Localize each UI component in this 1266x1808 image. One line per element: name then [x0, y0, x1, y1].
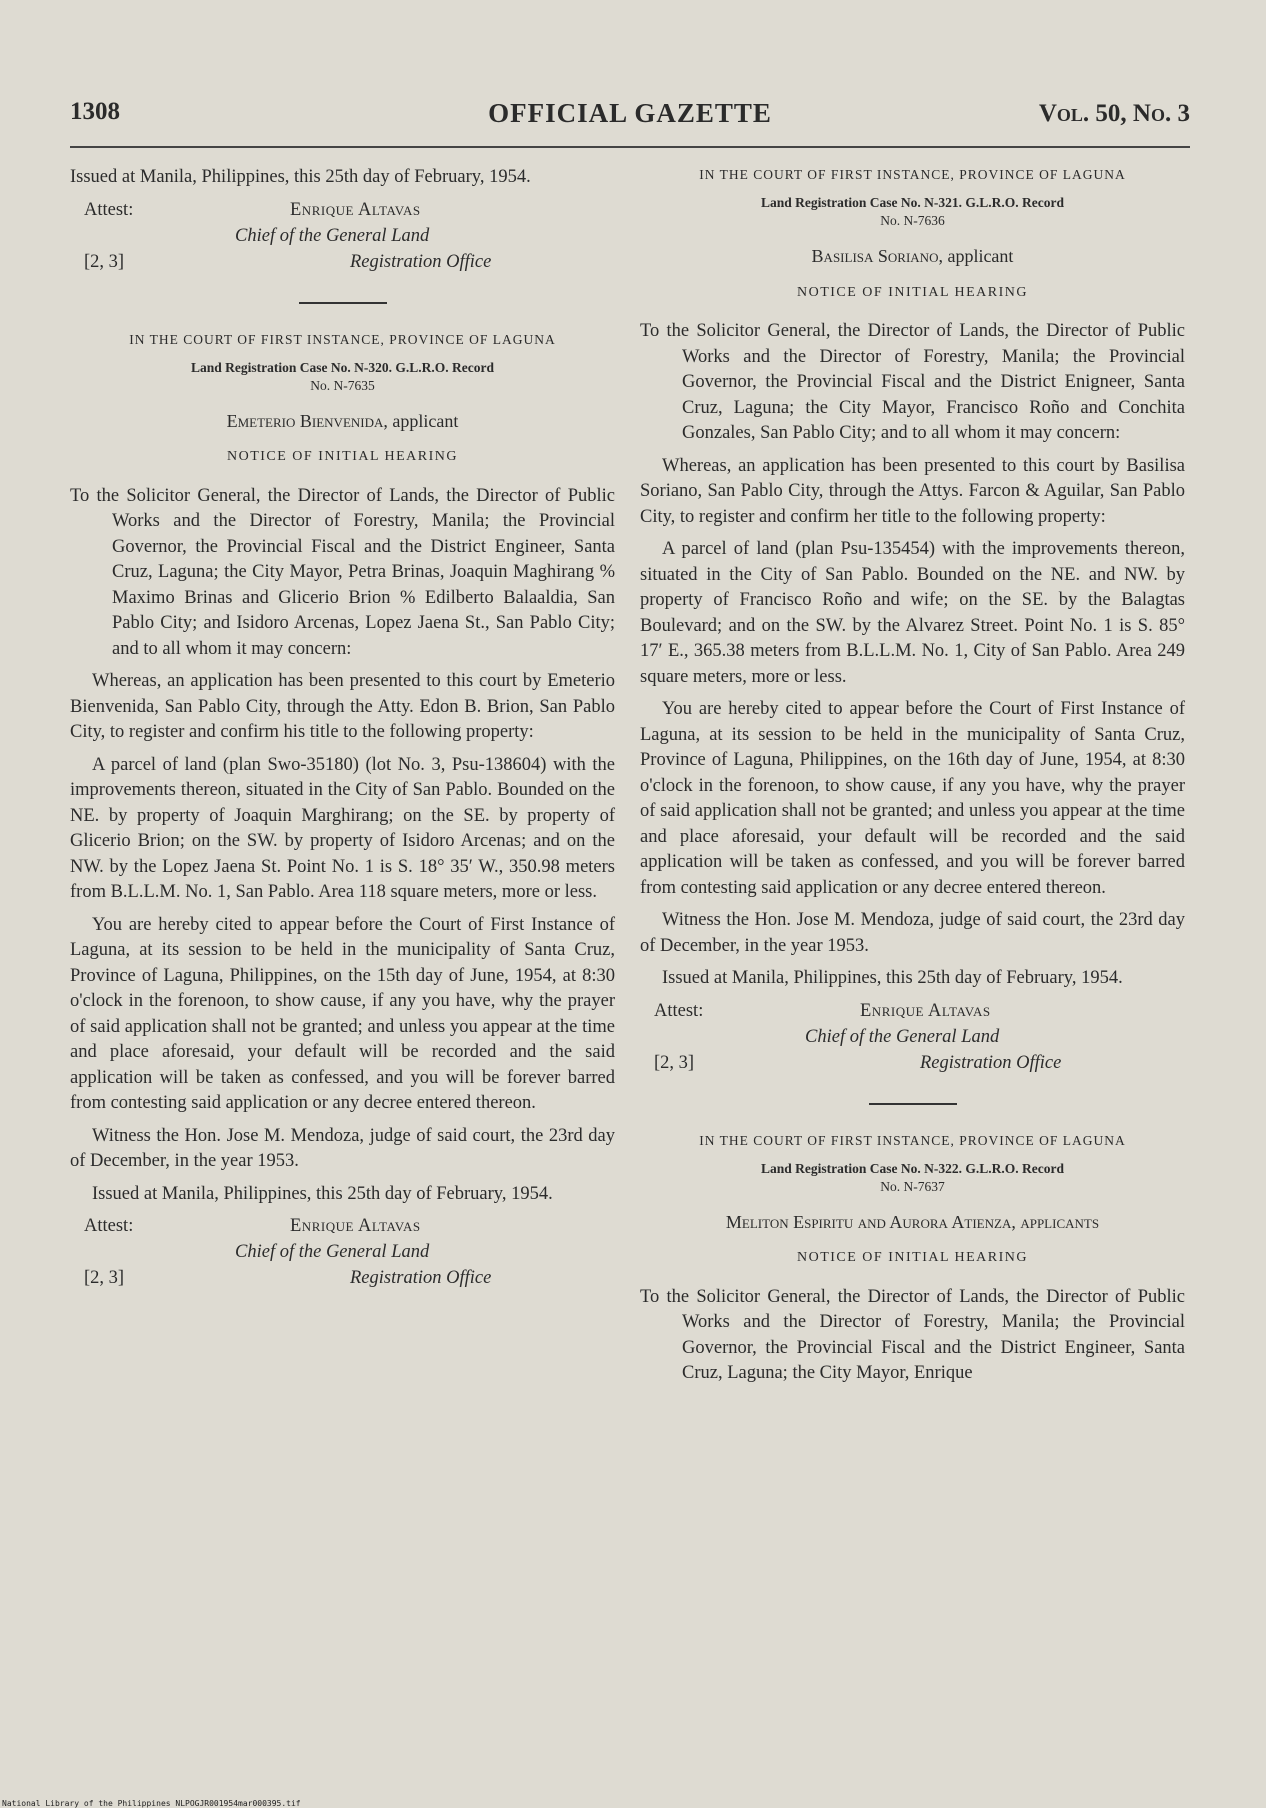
attest-name: Enrique Altavas — [290, 1216, 421, 1236]
publication-title: OFFICIAL GAZETTE — [488, 98, 772, 128]
applicant-suffix: , applicant — [383, 410, 459, 431]
case-number: No. N-7637 — [880, 1178, 945, 1194]
witness-paragraph: Witness the Hon. Jose M. Mendoza, judge of said court, the 23rd day of December, in the year 1953. — [640, 910, 1185, 956]
parcel-paragraph: A parcel of land (plan Swo-35180) (lot No. 3, Psu-138604) with the improvements thereon, situated in the City of San Pablo. Bounded on the NE. by property of Joaquin Marghirang; on the SE. by property of Glicerio Brion; on the SW. by property of Isidoro Arcenas; and on the NW. by the Lopez Jaena St. Point No. 1 is S. 18° 35′ W., 350.98 meters from B.L.L.M. No. 1, San Pablo. Area 118 square meters, more or less. — [70, 754, 615, 902]
case-label: Land Registration Case No. N-322. G.L.R.O. Record — [761, 1160, 1064, 1176]
notice-section — [640, 165, 1185, 1079]
section-divider — [299, 302, 387, 304]
court-heading: IN THE COURT OF FIRST INSTANCE, PROVINCE OF LAGUNA — [699, 167, 1126, 182]
attest-name: Enrique Altavas — [860, 1000, 991, 1021]
attest-label: Attest: — [654, 1000, 704, 1021]
attest-block — [640, 999, 1185, 1079]
case-reference — [640, 1160, 1185, 1196]
notice-heading: NOTICE OF INITIAL HEARING — [796, 1250, 1028, 1265]
notice-section — [640, 1131, 1185, 1387]
applicant-suffix: , applicant — [938, 246, 1014, 266]
attest-block — [70, 198, 615, 278]
attest-ref: [2, 3] — [84, 251, 125, 272]
attest-role: Registration Office — [350, 1268, 492, 1288]
whereas-paragraph: Whereas, an application has been presented to this court by Emeterio Bienvenida, San Pablo City, through the Atty. Edon B. Brion, San Pablo City, to register and confirm his title to the following property: — [70, 671, 615, 742]
page-number: 1308 — [70, 98, 120, 125]
page-header — [70, 98, 1190, 138]
addressees-paragraph: To the Solicitor General, the Director of Lands, the Director of Public Works and the Director of Forestry, Manila; the Provincial Governor, the Provincial Fiscal and the District Engineer, Santa Cruz, Laguna; the City Mayor, Petra Brinas, Joaquin Maghirang % Maximo Brinas and Glicerio Brion % Edilberto Balaaldia, San Pablo City; and Isidoro Arcenas, Lopez Jaena St., San Pablo City; and to all whom it may concern: — [70, 485, 615, 659]
attest-ref: [2, 3] — [84, 1268, 125, 1288]
case-label: Land Registration Case No. N-321. G.L.R.O. Record — [761, 195, 1064, 210]
addressees-paragraph: To the Solicitor General, the Director of Lands, the Director of Public Works and the Director of Forestry, Manila; the Provincial Governor, the Provincial Fiscal and the District Engineer, Santa Cruz, Laguna; the City Mayor, Enrique — [640, 1286, 1185, 1383]
section-divider — [869, 1103, 957, 1105]
notice-heading: NOTICE OF INITIAL HEARING — [796, 284, 1028, 300]
attest-role: Registration Office — [350, 251, 492, 272]
applicant-name: Emeterio Bienvenida — [226, 410, 384, 431]
issued-text: Issued at Manila, Philippines, this 25th day of February, 1954. — [92, 1183, 553, 1204]
scan-footer: National Library of the Philippines NLPOGJR001954mar000395.tif — [2, 1799, 301, 1808]
left-column — [70, 165, 615, 1294]
court-heading: IN THE COURT OF FIRST INSTANCE, PROVINCE OF LAGUNA — [129, 331, 556, 347]
cited-paragraph: You are hereby cited to appear before the Court of First Instance of Laguna, at its session to be held in the municipality of Santa Cruz, Province of Laguna, Philippines, on the 16th day of June, 1954, at 8:30 o'clock in the forenoon, to show cause, if any you have, why the prayer of said application shall not be granted; and unless you appear at the time and place aforesaid, your default will be recorded and the said application will be taken as confessed, and you will be forever barred from contesting said application or any decree entered thereon. — [640, 699, 1185, 898]
header-rule — [70, 146, 1190, 148]
case-number: No. N-7636 — [880, 213, 945, 228]
attest-label: Attest: — [84, 1216, 134, 1236]
applicants-line: Meliton Espiritu and Aurora Atienza, applicants — [725, 1211, 1100, 1232]
notice-section — [70, 330, 615, 1295]
attest-role: Chief of the General Land — [235, 1242, 430, 1262]
notice-heading: NOTICE OF INITIAL HEARING — [226, 449, 458, 464]
applicant-name: Basilisa Soriano — [811, 246, 939, 266]
attest-ref: [2, 3] — [654, 1052, 695, 1073]
issued-text: Issued at Manila, Philippines, this 25th day of February, 1954. — [70, 167, 531, 187]
cited-paragraph: You are hereby cited to appear before the Court of First Instance of Laguna, at its session to be held in the municipality of Santa Cruz, Province of Laguna, Philippines, on the 15th day of June, 1954, at 8:30 o'clock in the forenoon, to show cause, if any you have, why the prayer of said application shall not be granted; and unless you appear at the time and place aforesaid, your default will be recorded and the said application will be taken as confessed, and you will be forever barred from contesting said application or any decree entered thereon. — [70, 914, 615, 1113]
case-number: No. N-7635 — [310, 377, 375, 393]
attest-role: Registration Office — [920, 1052, 1062, 1073]
applicant-line — [640, 244, 1185, 270]
attest-label: Attest: — [84, 199, 134, 220]
court-heading: IN THE COURT OF FIRST INSTANCE, PROVINCE OF LAGUNA — [699, 1132, 1126, 1148]
whereas-paragraph: Whereas, an application has been presented to this court by Basilisa Soriano, San Pablo City, through the Attys. Farcon & Aguilar, San Pablo City, to register and confirm her title to the following property: — [640, 455, 1185, 527]
attest-role: Chief of the General Land — [235, 225, 430, 246]
addressees-paragraph: To the Solicitor General, the Director of Lands, the Director of Public Works and the Director of Forestry, Manila; the Provincial Governor, the Provincial Fiscal and the District Enigneer, Santa Cruz, Laguna; the City Mayor, Francisco Roño and Conchita Gonzales, San Pablo City; and to all whom it may concern: — [640, 321, 1185, 443]
applicant-line — [70, 409, 615, 435]
case-reference — [640, 194, 1185, 230]
parcel-paragraph: A parcel of land (plan Psu-135454) with the improvements thereon, situated in the City of San Pablo. Bounded on the NE. and NW. by property of Francisco Roño and wife; on the SE. by the Balagtas Boulevard; and on the SW. by the Alvarez Street. Point No. 1 is S. 85° 17′ E., 365.38 meters from B.L.L.M. No. 1, City of San Pablo. Area 249 square meters, more or less. — [640, 539, 1185, 687]
case-reference — [70, 359, 615, 395]
attest-name: Enrique Altavas — [290, 199, 421, 220]
witness-paragraph: Witness the Hon. Jose M. Mendoza, judge of said court, the 23rd day of December, in the year 1953. — [70, 1125, 615, 1171]
attest-role: Chief of the General Land — [805, 1026, 1000, 1047]
volume-label: Vol. 50, No. 3 — [1038, 100, 1190, 127]
issued-text: Issued at Manila, Philippines, this 25th day of February, 1954. — [662, 968, 1123, 988]
case-label: Land Registration Case No. N-320. G.L.R.O. Record — [191, 359, 494, 375]
attest-block — [70, 1214, 615, 1294]
right-column — [640, 165, 1185, 1394]
